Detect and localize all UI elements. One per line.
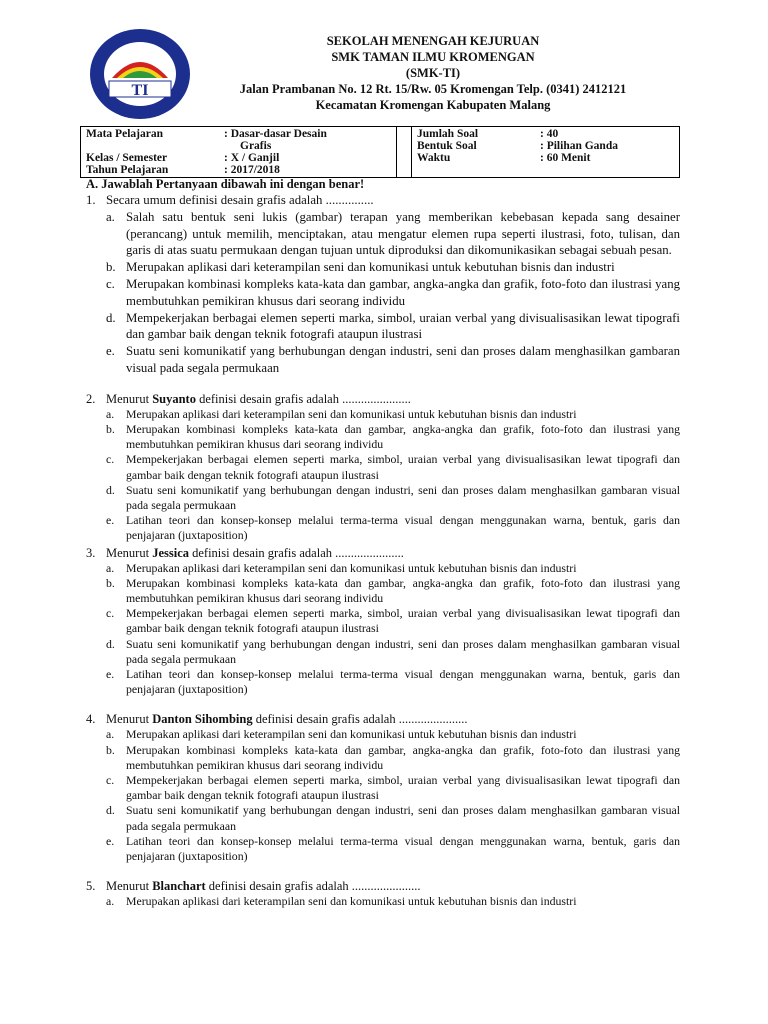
option-d[interactable]	[106, 803, 680, 833]
svg-text:TI: TI	[131, 82, 149, 99]
option-text: Suatu seni komunikatif yang berhubungan dengan industri, seni dan proses dalam menghasilkan gambaran visual pada segala permukaan	[126, 482, 680, 512]
class-value: : X / Ganjil	[224, 152, 280, 164]
option-d[interactable]	[106, 637, 680, 667]
option-letter: d.	[106, 310, 116, 325]
option-text: Merupakan kombinasi kompleks kata-kata dan gambar, angka-angka dan grafik, foto-foto dan ilustrasi yang membutuhkan pemikiran khusus dari seorang individu	[126, 276, 680, 308]
expert-name: Danton Sihombing	[152, 712, 253, 727]
option-b[interactable]	[106, 422, 680, 452]
option-text: Mempekerjakan berbagai elemen seperti marka, simbol, uraian verbal yang divisualisasikan lewat tipografi dan gambar baik dengan teknik fotografi ataupun ilustrasi	[126, 606, 680, 636]
option-e[interactable]	[106, 834, 680, 864]
question-4	[86, 711, 680, 864]
question-post: definisi desain grafis adalah ......................	[252, 712, 468, 727]
school-logo-emblem	[87, 26, 193, 122]
subject-label: Mata Pelajaran	[86, 128, 163, 140]
option-letter: e.	[106, 667, 115, 682]
question-number: 3.	[86, 545, 96, 560]
option-c[interactable]	[106, 452, 680, 482]
option-letter: d.	[106, 636, 115, 651]
type-value: : Pilihan Ganda	[540, 140, 618, 152]
question-5	[86, 878, 680, 909]
option-letter: b.	[106, 260, 116, 275]
time-value: : 60 Menit	[540, 152, 591, 164]
question-number: 4.	[86, 712, 96, 727]
question-pre: Menurut	[106, 391, 153, 406]
question-number: 5.	[86, 879, 96, 894]
question-post: definisi desain grafis adalah ......................	[195, 391, 411, 406]
class-label: Kelas / Semester	[86, 152, 168, 164]
question-text: Secara umum definisi desain grafis adalah ...............	[106, 193, 374, 207]
option-d[interactable]	[106, 483, 680, 513]
exam-info-box	[80, 126, 680, 178]
option-text: Merupakan aplikasi dari keterampilan seni dan komunikasi untuk kebutuhan bisnis dan industri	[126, 727, 577, 742]
option-letter: e.	[106, 513, 115, 528]
option-text: Latihan teori dan konsep-konsep melalui terma-terma visual dengan menggunakan warna, bentuk, garis dan penjajaran (juxtaposition)	[126, 667, 680, 697]
option-text: Mempekerjakan berbagai elemen seperti marka, simbol, uraian verbal yang divisualisasikan lewat tipografi dan gambar baik dengan teknik fotografi ataupun ilustrasi	[126, 773, 680, 803]
info-divider	[396, 127, 412, 177]
subject-value: : Dasar-dasar Desain	[224, 128, 327, 140]
option-text: Mempekerjakan berbagai elemen seperti marka, simbol, uraian verbal yang divisualisasikan lewat tipografi dan gambar baik dengan teknik fotografi ataupun ilustrasi	[126, 452, 680, 482]
option-text: Merupakan aplikasi dari keterampilan seni dan komunikasi untuk kebutuhan bisnis dan industri	[126, 406, 577, 421]
question-pre: Menurut	[106, 879, 153, 894]
option-a[interactable]	[106, 209, 680, 259]
option-list	[86, 561, 680, 698]
option-text: Merupakan aplikasi dari keterampilan seni dan komunikasi untuk kebutuhan bisnis dan industri	[126, 260, 615, 275]
option-c[interactable]	[106, 276, 680, 310]
header-line-2: SMK TAMAN ILMU KROMENGAN	[331, 50, 535, 64]
expert-name: Jessica	[152, 545, 189, 560]
option-text: Merupakan kombinasi kompleks kata-kata dan gambar, angka-angka dan grafik, foto-foto dan ilustrasi yang membutuhkan pemikiran khusus dari seorang individu	[126, 742, 680, 772]
header-line-5: Kecamatan Kromengan Kabupaten Malang	[315, 98, 551, 112]
option-b[interactable]	[106, 576, 680, 606]
option-e[interactable]	[106, 667, 680, 697]
option-letter: a.	[106, 406, 115, 421]
option-a[interactable]	[106, 407, 680, 422]
question-1	[86, 192, 680, 377]
spacer	[86, 697, 680, 711]
option-b[interactable]	[106, 743, 680, 773]
option-e[interactable]	[106, 513, 680, 543]
question-pre: Menurut	[106, 712, 153, 727]
option-e[interactable]	[106, 343, 680, 377]
option-c[interactable]	[106, 606, 680, 636]
header-line-3: (SMK-TI)	[405, 66, 461, 80]
type-label: Bentuk Soal	[417, 140, 477, 152]
option-a[interactable]	[106, 894, 680, 909]
option-letter: a.	[106, 727, 115, 742]
spacer	[86, 864, 680, 878]
option-text: Merupakan kombinasi kompleks kata-kata dan gambar, angka-angka dan grafik, foto-foto dan ilustrasi yang membutuhkan pemikiran khusus dari seorang individu	[126, 421, 680, 452]
year-value: : 2017/2018	[224, 164, 280, 176]
subject-value-cont: Grafis	[240, 140, 272, 152]
option-text: Merupakan kombinasi kompleks kata-kata dan gambar, angka-angka dan grafik, foto-foto dan ilustrasi yang membutuhkan pemikiran khusus dari seorang individu	[126, 575, 680, 605]
option-list	[86, 727, 680, 864]
option-text: Mempekerjakan berbagai elemen seperti marka, simbol, uraian verbal yang divisualisasikan lewat tipografi dan gambar baik dengan teknik fotografi ataupun ilustrasi	[126, 310, 680, 342]
option-list	[86, 894, 680, 909]
option-letter: c.	[106, 276, 115, 291]
option-letter: b.	[106, 421, 115, 436]
option-a[interactable]	[106, 561, 680, 576]
count-value: : 40	[540, 128, 559, 140]
school-header	[200, 33, 666, 113]
question-text	[106, 391, 680, 407]
time-label: Waktu	[417, 152, 451, 164]
option-letter: b.	[106, 742, 115, 757]
option-text: Suatu seni komunikatif yang berhubungan dengan industri, seni dan proses dalam menghasilkan gambaran visual pada segala permukaan	[126, 636, 680, 666]
spacer	[86, 377, 680, 391]
option-letter: a.	[106, 560, 115, 575]
section-title: A. Jawablah Pertanyaan dibawah ini dengan benar!	[86, 177, 365, 191]
year-label: Tahun Pelajaran	[86, 164, 169, 176]
header-line-4: Jalan Prambanan No. 12 Rt. 15/Rw. 05 Kromengan Telp. (0341) 2412121	[239, 82, 627, 96]
option-list	[86, 209, 680, 377]
option-letter: c.	[106, 606, 115, 621]
question-list	[86, 177, 680, 909]
option-b[interactable]	[106, 259, 680, 276]
option-text: Latihan teori dan konsep-konsep melalui terma-terma visual dengan menggunakan warna, bentuk, garis dan penjajaran (juxtaposition)	[126, 833, 680, 864]
expert-name: Blanchart	[152, 879, 206, 894]
option-c[interactable]	[106, 773, 680, 803]
option-letter: b.	[106, 575, 115, 590]
question-2	[86, 391, 680, 544]
option-d[interactable]	[106, 310, 680, 344]
option-text: Salah satu bentuk seni lukis (gambar) terapan yang memberikan kebebasan kepada sang desainer (perancang) untuk memilih, menciptakan, atau mengatur elemen rupa seperti ilustrasi, foto, tulisan, dan garis di atas suatu permukaan dengan tujuan untuk diproduksi dan dikomunikasikan sebagai sebuah pesan.	[126, 209, 680, 258]
option-letter: c.	[106, 773, 115, 788]
option-text: Suatu seni komunikatif yang berhubungan dengan industri, seni dan proses dalam menghasilkan gambaran visual pada segala permukaan	[126, 344, 680, 375]
option-letter: e.	[106, 344, 115, 359]
option-list	[86, 407, 680, 544]
question-number: 1.	[86, 193, 96, 207]
question-pre: Menurut	[106, 545, 153, 560]
option-text: Merupakan aplikasi dari keterampilan seni dan komunikasi untuk kebutuhan bisnis dan industri	[126, 560, 577, 575]
option-letter: d.	[106, 803, 115, 818]
option-text: Suatu seni komunikatif yang berhubungan dengan industri, seni dan proses dalam menghasilkan gambaran visual pada segala permukaan	[126, 803, 680, 833]
option-a[interactable]	[106, 727, 680, 742]
question-text	[106, 878, 680, 894]
expert-name: Suyanto	[152, 391, 196, 406]
option-text: Latihan teori dan konsep-konsep melalui terma-terma visual dengan menggunakan warna, bentuk, garis dan penjajaran (juxtaposition)	[126, 513, 680, 543]
question-number: 2.	[86, 391, 96, 406]
question-post: definisi desain grafis adalah ......................	[189, 545, 404, 560]
option-letter: d.	[106, 482, 115, 497]
option-letter: e.	[106, 833, 115, 848]
option-letter: a.	[106, 209, 115, 224]
option-letter: a.	[106, 894, 115, 909]
school-logo	[87, 26, 193, 122]
question-text	[106, 711, 680, 727]
count-label: Jumlah Soal	[417, 128, 479, 140]
option-text: Merupakan aplikasi dari keterampilan seni dan komunikasi untuk kebutuhan bisnis dan industri	[126, 894, 577, 909]
question-text	[106, 545, 680, 561]
option-letter: c.	[106, 452, 115, 467]
header-line-1: SEKOLAH MENENGAH KEJURUAN	[326, 34, 540, 48]
question-3	[86, 545, 680, 698]
question-post: definisi desain grafis adalah ......................	[205, 879, 421, 894]
